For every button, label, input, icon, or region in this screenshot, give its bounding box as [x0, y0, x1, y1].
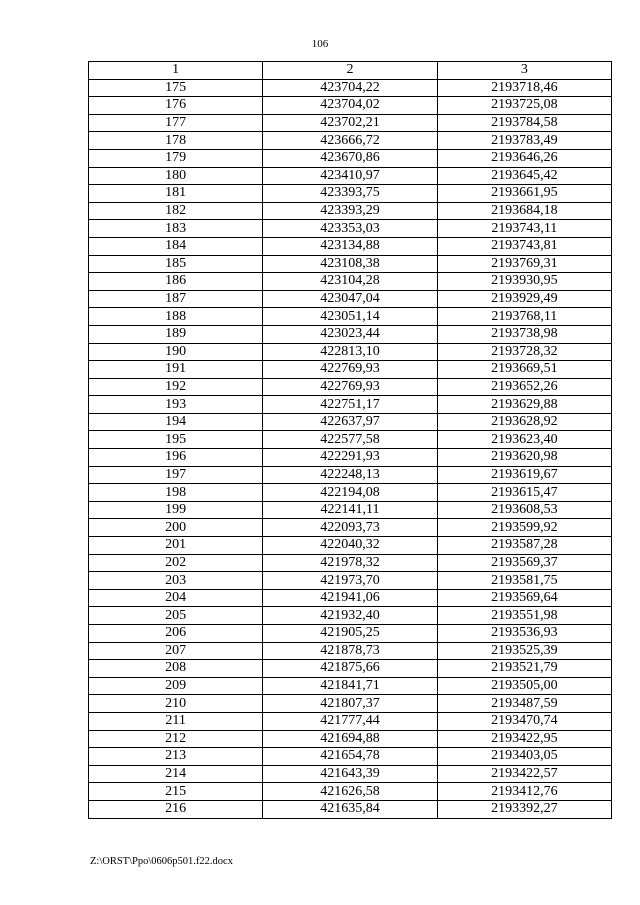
table-row: [89, 220, 612, 238]
table-row: [89, 237, 612, 255]
x-coordinate-cell: 422040,32: [263, 537, 437, 555]
y-coordinate-cell: 2193784,58: [437, 114, 611, 132]
table-row: [89, 537, 612, 555]
x-coordinate-cell: 421905,25: [263, 625, 437, 643]
y-coordinate-cell: 2193525,39: [437, 642, 611, 660]
y-coordinate-cell: 2193645,42: [437, 167, 611, 185]
x-coordinate-cell: 421973,70: [263, 572, 437, 590]
table-row: [89, 343, 612, 361]
table-row: [89, 325, 612, 343]
table-row: [89, 378, 612, 396]
point-number-cell: 197: [89, 466, 263, 484]
y-coordinate-cell: 2193661,95: [437, 185, 611, 203]
point-number-cell: 182: [89, 202, 263, 220]
x-coordinate-cell: 421941,06: [263, 589, 437, 607]
point-number-cell: 180: [89, 167, 263, 185]
point-number-cell: 181: [89, 185, 263, 203]
y-coordinate-cell: 2193929,49: [437, 290, 611, 308]
point-number-cell: 188: [89, 308, 263, 326]
point-number-cell: 215: [89, 783, 263, 801]
point-number-cell: 198: [89, 484, 263, 502]
x-coordinate-cell: 421626,58: [263, 783, 437, 801]
point-number-cell: 177: [89, 114, 263, 132]
x-coordinate-cell: 422248,13: [263, 466, 437, 484]
y-coordinate-cell: 2193669,51: [437, 361, 611, 379]
point-number-cell: 190: [89, 343, 263, 361]
column-header-1: 1: [89, 62, 263, 80]
point-number-cell: 203: [89, 572, 263, 590]
x-coordinate-cell: 422141,11: [263, 501, 437, 519]
y-coordinate-cell: 2193930,95: [437, 273, 611, 291]
y-coordinate-cell: 2193652,26: [437, 378, 611, 396]
x-coordinate-cell: 422577,58: [263, 431, 437, 449]
table-row: [89, 396, 612, 414]
point-number-cell: 194: [89, 413, 263, 431]
x-coordinate-cell: 421841,71: [263, 677, 437, 695]
y-coordinate-cell: 2193629,88: [437, 396, 611, 414]
column-header-3: 3: [437, 62, 611, 80]
point-number-cell: 185: [89, 255, 263, 273]
table-row: [89, 712, 612, 730]
x-coordinate-cell: 421635,84: [263, 800, 437, 818]
y-coordinate-cell: 2193684,18: [437, 202, 611, 220]
table-row: [89, 79, 612, 97]
point-number-cell: 176: [89, 97, 263, 115]
y-coordinate-cell: 2193628,92: [437, 413, 611, 431]
point-number-cell: 199: [89, 501, 263, 519]
point-number-cell: 193: [89, 396, 263, 414]
table-row: [89, 466, 612, 484]
point-number-cell: 189: [89, 325, 263, 343]
y-coordinate-cell: 2193646,26: [437, 149, 611, 167]
y-coordinate-cell: 2193505,00: [437, 677, 611, 695]
y-coordinate-cell: 2193422,95: [437, 730, 611, 748]
y-coordinate-cell: 2193569,37: [437, 554, 611, 572]
point-number-cell: 175: [89, 79, 263, 97]
x-coordinate-cell: 423670,86: [263, 149, 437, 167]
x-coordinate-cell: 422813,10: [263, 343, 437, 361]
y-coordinate-cell: 2193619,67: [437, 466, 611, 484]
table-row: [89, 449, 612, 467]
table-body: [89, 79, 612, 818]
table-row: [89, 132, 612, 150]
point-number-cell: 204: [89, 589, 263, 607]
y-coordinate-cell: 2193422,57: [437, 765, 611, 783]
point-number-cell: 211: [89, 712, 263, 730]
y-coordinate-cell: 2193769,31: [437, 255, 611, 273]
point-number-cell: 209: [89, 677, 263, 695]
table-row: [89, 800, 612, 818]
point-number-cell: 202: [89, 554, 263, 572]
y-coordinate-cell: 2193725,08: [437, 97, 611, 115]
x-coordinate-cell: 423410,97: [263, 167, 437, 185]
point-number-cell: 196: [89, 449, 263, 467]
table-row: [89, 273, 612, 291]
point-number-cell: 207: [89, 642, 263, 660]
point-number-cell: 195: [89, 431, 263, 449]
x-coordinate-cell: 422769,93: [263, 378, 437, 396]
table-row: [89, 554, 612, 572]
point-number-cell: 178: [89, 132, 263, 150]
table-row: [89, 114, 612, 132]
table-row: [89, 149, 612, 167]
x-coordinate-cell: 422291,93: [263, 449, 437, 467]
page-number: 106: [311, 38, 329, 50]
table-row: [89, 695, 612, 713]
table-row: [89, 572, 612, 590]
table-row: [89, 185, 612, 203]
x-coordinate-cell: 423353,03: [263, 220, 437, 238]
point-number-cell: 216: [89, 800, 263, 818]
x-coordinate-cell: 421878,73: [263, 642, 437, 660]
table-row: [89, 677, 612, 695]
y-coordinate-cell: 2193620,98: [437, 449, 611, 467]
coordinates-table: [88, 61, 612, 819]
x-coordinate-cell: 423393,75: [263, 185, 437, 203]
footer-file-path: Z:\ORST\Ppo\0606p501.f22.docx: [90, 856, 233, 867]
point-number-cell: 210: [89, 695, 263, 713]
point-number-cell: 205: [89, 607, 263, 625]
x-coordinate-cell: 422194,08: [263, 484, 437, 502]
x-coordinate-cell: 421654,78: [263, 748, 437, 766]
y-coordinate-cell: 2193743,11: [437, 220, 611, 238]
y-coordinate-cell: 2193487,59: [437, 695, 611, 713]
y-coordinate-cell: 2193412,76: [437, 783, 611, 801]
point-number-cell: 183: [89, 220, 263, 238]
table-header-row: [89, 62, 612, 80]
table-row: [89, 607, 612, 625]
table-row: [89, 361, 612, 379]
table-row: [89, 642, 612, 660]
y-coordinate-cell: 2193470,74: [437, 712, 611, 730]
x-coordinate-cell: 421777,44: [263, 712, 437, 730]
x-coordinate-cell: 421875,66: [263, 660, 437, 678]
x-coordinate-cell: 423393,29: [263, 202, 437, 220]
y-coordinate-cell: 2193599,92: [437, 519, 611, 537]
table-row: [89, 589, 612, 607]
table-row: [89, 519, 612, 537]
table-row: [89, 308, 612, 326]
y-coordinate-cell: 2193783,49: [437, 132, 611, 150]
y-coordinate-cell: 2193738,98: [437, 325, 611, 343]
y-coordinate-cell: 2193392,27: [437, 800, 611, 818]
y-coordinate-cell: 2193623,40: [437, 431, 611, 449]
table-row: [89, 202, 612, 220]
y-coordinate-cell: 2193581,75: [437, 572, 611, 590]
x-coordinate-cell: 423047,04: [263, 290, 437, 308]
x-coordinate-cell: 421932,40: [263, 607, 437, 625]
x-coordinate-cell: 422751,17: [263, 396, 437, 414]
x-coordinate-cell: 423051,14: [263, 308, 437, 326]
y-coordinate-cell: 2193768,11: [437, 308, 611, 326]
point-number-cell: 192: [89, 378, 263, 396]
table-row: [89, 413, 612, 431]
y-coordinate-cell: 2193728,32: [437, 343, 611, 361]
x-coordinate-cell: 421694,88: [263, 730, 437, 748]
point-number-cell: 187: [89, 290, 263, 308]
table-row: [89, 765, 612, 783]
y-coordinate-cell: 2193569,64: [437, 589, 611, 607]
point-number-cell: 186: [89, 273, 263, 291]
x-coordinate-cell: 423704,22: [263, 79, 437, 97]
point-number-cell: 184: [89, 237, 263, 255]
x-coordinate-cell: 421807,37: [263, 695, 437, 713]
table-row: [89, 167, 612, 185]
table-row: [89, 255, 612, 273]
x-coordinate-cell: 423108,38: [263, 255, 437, 273]
table-row: [89, 484, 612, 502]
x-coordinate-cell: 423666,72: [263, 132, 437, 150]
table-row: [89, 501, 612, 519]
point-number-cell: 191: [89, 361, 263, 379]
y-coordinate-cell: 2193403,05: [437, 748, 611, 766]
x-coordinate-cell: 423023,44: [263, 325, 437, 343]
y-coordinate-cell: 2193587,28: [437, 537, 611, 555]
x-coordinate-cell: 423134,88: [263, 237, 437, 255]
x-coordinate-cell: 422637,97: [263, 413, 437, 431]
table-row: [89, 730, 612, 748]
x-coordinate-cell: 423104,28: [263, 273, 437, 291]
y-coordinate-cell: 2193551,98: [437, 607, 611, 625]
y-coordinate-cell: 2193536,93: [437, 625, 611, 643]
y-coordinate-cell: 2193615,47: [437, 484, 611, 502]
x-coordinate-cell: 422093,73: [263, 519, 437, 537]
point-number-cell: 206: [89, 625, 263, 643]
point-number-cell: 200: [89, 519, 263, 537]
point-number-cell: 201: [89, 537, 263, 555]
x-coordinate-cell: 421643,39: [263, 765, 437, 783]
table-header: [89, 62, 612, 80]
point-number-cell: 212: [89, 730, 263, 748]
column-header-2: 2: [263, 62, 437, 80]
point-number-cell: 214: [89, 765, 263, 783]
y-coordinate-cell: 2193521,79: [437, 660, 611, 678]
point-number-cell: 213: [89, 748, 263, 766]
table-row: [89, 748, 612, 766]
table-row: [89, 431, 612, 449]
x-coordinate-cell: 421978,32: [263, 554, 437, 572]
x-coordinate-cell: 423702,21: [263, 114, 437, 132]
table-row: [89, 660, 612, 678]
x-coordinate-cell: 423704,02: [263, 97, 437, 115]
table-row: [89, 783, 612, 801]
point-number-cell: 208: [89, 660, 263, 678]
table-row: [89, 97, 612, 115]
table-row: [89, 290, 612, 308]
point-number-cell: 179: [89, 149, 263, 167]
y-coordinate-cell: 2193718,46: [437, 79, 611, 97]
y-coordinate-cell: 2193608,53: [437, 501, 611, 519]
x-coordinate-cell: 422769,93: [263, 361, 437, 379]
table-row: [89, 625, 612, 643]
y-coordinate-cell: 2193743,81: [437, 237, 611, 255]
